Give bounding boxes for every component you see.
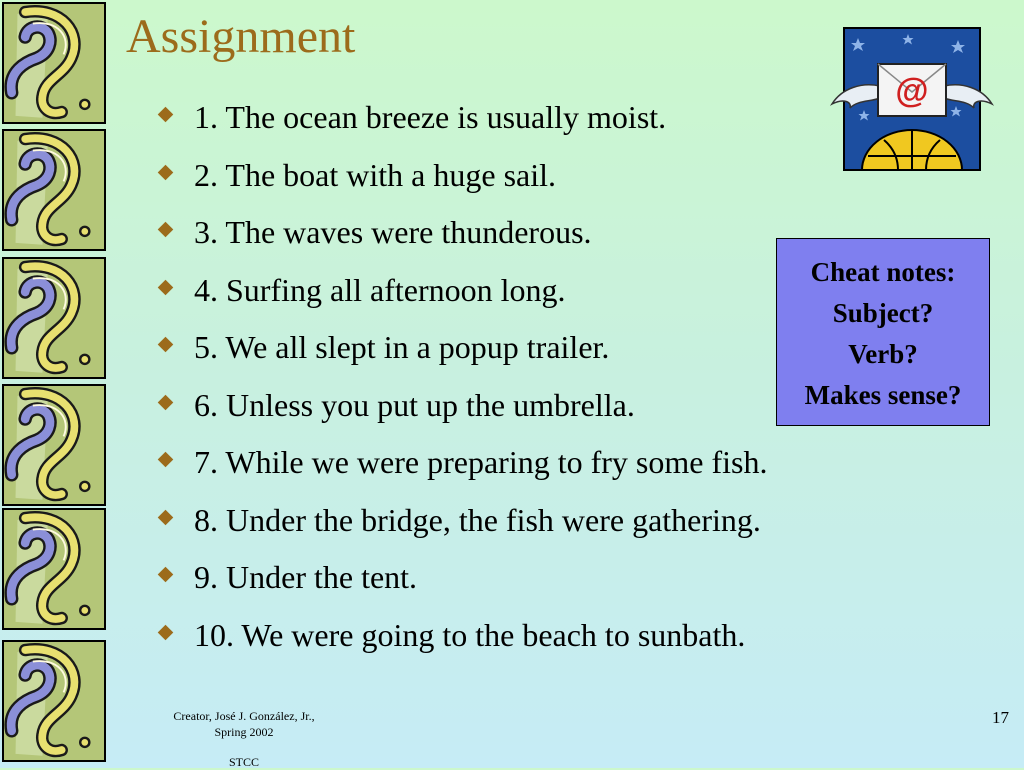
diamond-bullet-icon [158,509,174,525]
question-mark-tile-icon [2,257,106,379]
question-mark-tile-icon [2,2,106,124]
diamond-bullet-icon [158,452,174,468]
question-mark-tile-icon [2,384,106,506]
diamond-bullet-icon [158,394,174,410]
diamond-bullet-icon [158,337,174,353]
page-number: 17 [992,708,1009,727]
cheat-notes-line: Subject? [832,298,934,328]
decorative-strip [0,0,110,768]
question-mark-tile-icon [2,508,106,630]
diamond-bullet-icon [158,624,174,640]
slide-title: Assignment [126,10,356,63]
cheat-notes-line: Verb? [848,339,918,369]
cheat-notes-line: Makes sense? [804,380,962,410]
email-at-icon: @ [895,72,929,110]
diamond-bullet-icon [158,567,174,583]
question-mark-tile-icon [2,640,106,762]
cheat-notes-line: Cheat notes: [810,257,956,287]
diamond-bullet-icon [158,164,174,180]
question-mark-tile-icon [2,129,106,251]
footer-date: Spring 2002 [214,725,274,739]
footer-creator: Creator, José J. González, Jr., [173,709,315,723]
email-clipart [828,26,996,172]
footer-credits [156,708,332,770]
footer-school: STCC [228,755,259,769]
cheat-notes-box [776,238,990,426]
diamond-bullet-icon [158,107,174,123]
diamond-bullet-icon [158,222,174,238]
diamond-bullet-icon [158,279,174,295]
